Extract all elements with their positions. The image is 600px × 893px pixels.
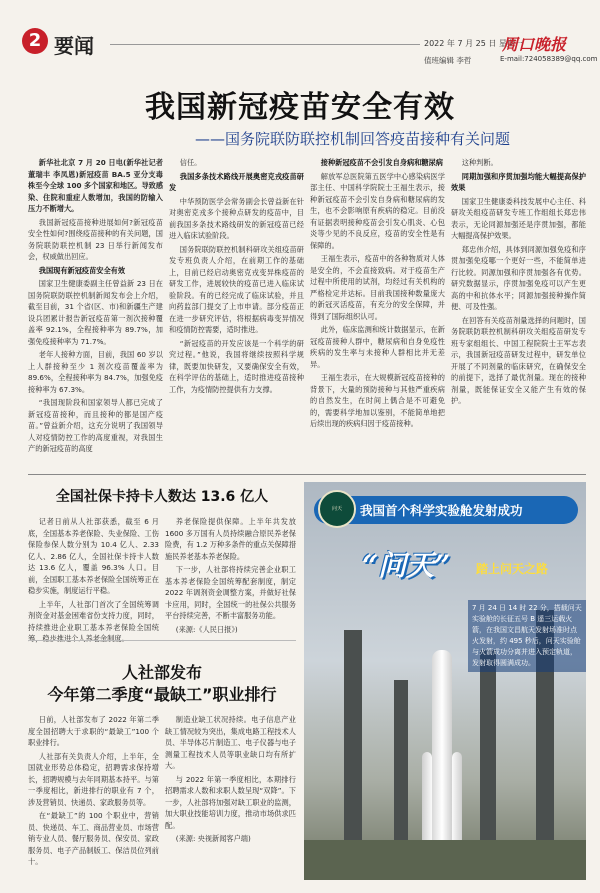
article-paragraph: 我国多条技术路线开展奥密克戎疫苗研发 [169, 171, 304, 192]
article-paragraph: 人社部有关负责人介绍，上半年，全国就业形势总体稳定，招聘需求保持增长，招聘规模与去年同期基本持平。与第一季度相比，新进排行的职业有 7 个，涉及营销员、快递员、家政服务员等。 [28, 751, 159, 807]
article-paragraph: 我国现有新冠疫苗安全有效 [38, 265, 126, 275]
article-paragraph: 在回答有关疫苗剂量选择的问题时，国务院联防联控机制科研攻关组疫苗研发专班专家组组长、中国工程院院士王军志表示，我国新冠疫苗研发过程中，研发单位开展了不同剂量的临床研究，在确保安全的前提下，选择了最优剂量。现在的接种剂量，既能保证安全又能产生有效的保护。 [451, 315, 586, 405]
article-paragraph: 上半年，人社部门首次了全国统筹调剂资金对基金困难省份支持力度，同时，持续推进企业职工基本养老保险全国统筹，稳步推进个人养老金制度。 [28, 599, 159, 643]
contact-email: E-mail:724058389@qq.com [500, 55, 598, 63]
article-paragraph: 解放军总医院第五医学中心感染病医学部主任、中国科学院院士王福生表示，接种新冠疫苗不会引发自身病和糖尿病的发生，也不会影响原有疾病的稳定。目前没有证据表明接种疫苗会引发心肌炎、心包炎等少见的不良反应，疫苗的安全性是有保障的。 [310, 171, 445, 250]
labor-shortage-headline-2: 今年第二季度“最缺工”职业排行 [47, 685, 277, 704]
main-article-body [28, 157, 586, 470]
banner-headline: 我国首个科学实验舱发射成功 [360, 503, 523, 518]
article-paragraph: 国家卫生健康委科技发展中心主任、科研攻关组疫苗研发专班工作组组长郑忠伟表示，无论同源加强还是序贯加强，都能大幅提高保护效果。 [451, 196, 586, 240]
article-paragraph: 我国新冠疫苗接种进展如何?新冠疫苗安全性如何?围绕疫苗接种的有关问题，国务院联防联控机制 23 日举行新闻发布会，权威做出回应。 [28, 217, 163, 261]
article-paragraph: 记者日前从人社部获悉，截至 6 月底，全国基本养老保险、失业保险、工伤保险参保人数分别为 10.4 亿人、2.33 亿人、2.86 亿人，全国社保卡持卡人数达 13.6 亿人，覆盖 96.3% 人口。目前，全国职工基本养老保险全国统筹正在稳步实施，制度运行平稳。 [28, 517, 159, 595]
social-security-headline: 全国社保卡持卡人数达 13.6 亿人 [55, 489, 269, 505]
editor-credits: 值班编辑 李哲 [424, 56, 472, 65]
article-paragraph: 信任。 [179, 158, 202, 167]
article-paragraph: 国务院联防联控机制科研攻关组疫苗研发专班负责人介绍，在前期工作的基础上，目前已经启动奥密克戎变异株疫苗的研发工作，进展较快的疫苗已进入临床试验阶段。有的已经完成了临床试验，并且向药监部门提交了上市申请。部分疫苗正在进一步研究评估，将根据病毒变异情况和疫情防控需要，适时推进。 [169, 244, 304, 334]
wentian-title: “问天” [362, 549, 451, 582]
article-paragraph: 王福生表示，在大规模新冠疫苗接种的背景下，大量的预防接种与其他严重疾病的自然发生，在时间上偶合是不可避免的，需要科学地加以鉴别，不能简单地把后续出现的疾病归因于疫苗接种。 [310, 373, 445, 428]
article-column [28, 157, 163, 470]
section-name: 要闻 [54, 34, 94, 58]
article-paragraph: 这种判断。 [461, 158, 498, 167]
article-column [169, 157, 304, 470]
main-subheadline: ——国务院联防联控机制回答疫苗接种有关问题 [194, 130, 510, 148]
article-paragraph: 接种新冠疫苗不会引发自身病和糖尿病 [320, 158, 443, 167]
article-paragraph: 郑忠伟介绍，具体到同源加强免疫和序贯加强免疫哪一个更好一些，不能简单进行比较。同源加强和序贯加强各有优势。研究数据显示，序贯加强免疫可以产生更高的中和抗体水平；同源加强接种操作简便、可及性强。 [451, 244, 586, 311]
rocket-launch-photo [304, 482, 586, 880]
article-paragraph: 国家卫生健康委副主任曾益新 23 日在国务院联防联控机制新闻发布会上介绍，截至目前，31 个省(区、市)和新疆生产建设兵团累计报告新冠疫苗第一剂次接种覆盖率 92.1%，全程接种率为 89.7%，加强免疫接种率为 71.7%。 [28, 279, 163, 346]
article-paragraph: 同期加强和序贯加强均能大幅提高保护效果 [451, 171, 586, 192]
article-column [165, 516, 296, 634]
article-column [28, 516, 159, 643]
issue-date: 2022 年 7 月 25 日 星期一 [424, 39, 523, 48]
article-paragraph: 中华预防医学会常务副会长曾益新在针对奥密克戎多个接种点研发的疫苗中，目前我国多条技术路线研发的新冠疫苗已经进入临床试验阶段。 [169, 196, 304, 240]
article-paragraph: (来源: 央视新闻客户端) [175, 834, 251, 843]
article-paragraph: 日前，人社部发布了 2022 年第二季度全国招聘大于求职的“最缺工”100 个职业排行。 [28, 715, 159, 747]
article-column [165, 714, 296, 880]
photo-banner [314, 496, 578, 524]
page-number: 2 [22, 28, 48, 54]
labor-shortage-headline-1: 人社部发布 [121, 663, 202, 682]
article-paragraph: 制造业缺工状况持续。电子信息产业缺工情况较为突出，集成电路工程技术人员、半导体芯片制造工、电子仪器与电子测量工程技术人员等职业缺口均有所扩大。 [165, 715, 296, 770]
article-column [451, 157, 586, 470]
article-paragraph: 在“最缺工”的 100 个职业中，营销员、快递员、车工、商品营业员、市场营销专业人员、餐厅服务员、保安员、家政服务员、电子产品制版工、保洁员位列前十。 [28, 811, 159, 866]
header-rule [110, 44, 420, 45]
article-paragraph: 老年人接种方面，目前，我国 60 岁以上人群接种至少 1 剂次疫苗覆盖率为 89.6%，全程接种率为 84.7%，加强免疫接种率为 67.3%。 [28, 350, 163, 394]
article-paragraph: 新华社北京 7 月 20 日电(新华社记者 董瑞丰 李凤恩)新冠疫苗 BA.5 亚分支毒株至今全球 100 多个国家和地区。导致感染、住院和重症人数增加，我国的防输入压力不断增大。 [28, 158, 164, 213]
article-column [28, 714, 159, 880]
page-header [0, 0, 600, 70]
launch-ground [304, 840, 586, 880]
article-paragraph: 养老保险提供保障。上半年共发放 1600 多万国有人员持续融合原民养老保险费，有 1.2 万种多条件的重点关保障措施民养老基本养老保险。 [165, 517, 297, 561]
article-paragraph: 此外，临床监测和统计数据显示，在新冠疫苗接种人群中，糖尿病和自身免疫性疾病的发生率与未接种人群相比并无差异。 [310, 325, 445, 369]
article-paragraph: (来源:《人民日报》) [175, 624, 238, 634]
wentian-tagline: 踏上问天之路 [476, 562, 549, 576]
main-headline: 我国新冠疫苗安全有效 [145, 90, 455, 125]
social-security-body [28, 516, 297, 643]
article-paragraph: “我国现阶段和国家领导人都已完成了新冠疫苗接种，而且接种的都是国产疫苗。”曾益新介绍，这充分说明了我国领导人对疫情防控工作的高度重视，对我国生产的新冠疫苗的高度 [28, 398, 163, 453]
article-paragraph: “新冠疫苗的开发应该是一个科学的研究过程。”他说，我国将继续按照科学规律，既要加快研发，又要确保安全有效，在科学评估的基础上，适时推进疫苗接种工作，为疫情防控提供有力支撑。 [169, 338, 304, 394]
article-paragraph: 下一步，人社部将持续完善企业职工基本养老保险全国统筹配套制度，制定 2022 年调剂资金调整方案，并做好社保卡应用，同时，全国统一的社保公共服务平台持续完善，不断丰富服务功能。 [165, 565, 296, 620]
mission-badge-icon: 问天 [318, 490, 356, 528]
article-column [310, 157, 445, 470]
article-paragraph: 与 2022 年第一季度相比，本期排行招聘需求人数和求职人数呈现“双降”。下一步，人社部将加强对缺工职业的监测，加大职业技能培训力度，推动市场供求匹配。 [165, 774, 296, 830]
photo-caption: 7 月 24 日 14 时 22 分，搭载问天实验舱的长征五号 B 遥三运载火箭，在我国文昌航天发射场准时点火发射，约 495 秒后，问天实验舱与火箭成功分离并进入预定轨道，发射取得圆满成功。 [468, 600, 586, 672]
paper-logo: 周口晚报 [502, 35, 567, 54]
article-separator [28, 640, 296, 641]
article-paragraph: 王福生表示，疫苗中的各种物质对人体是安全的，不会直接致病。对于疫苗生产过程中所使用的试剂，均经过有关机构的严格检定并达标。目前我国接种数量庞大的新冠灭活疫苗，有充分的安全保障，并得到了国际组织认可。 [310, 254, 445, 321]
labor-shortage-body [28, 714, 296, 880]
section-divider [28, 474, 586, 475]
